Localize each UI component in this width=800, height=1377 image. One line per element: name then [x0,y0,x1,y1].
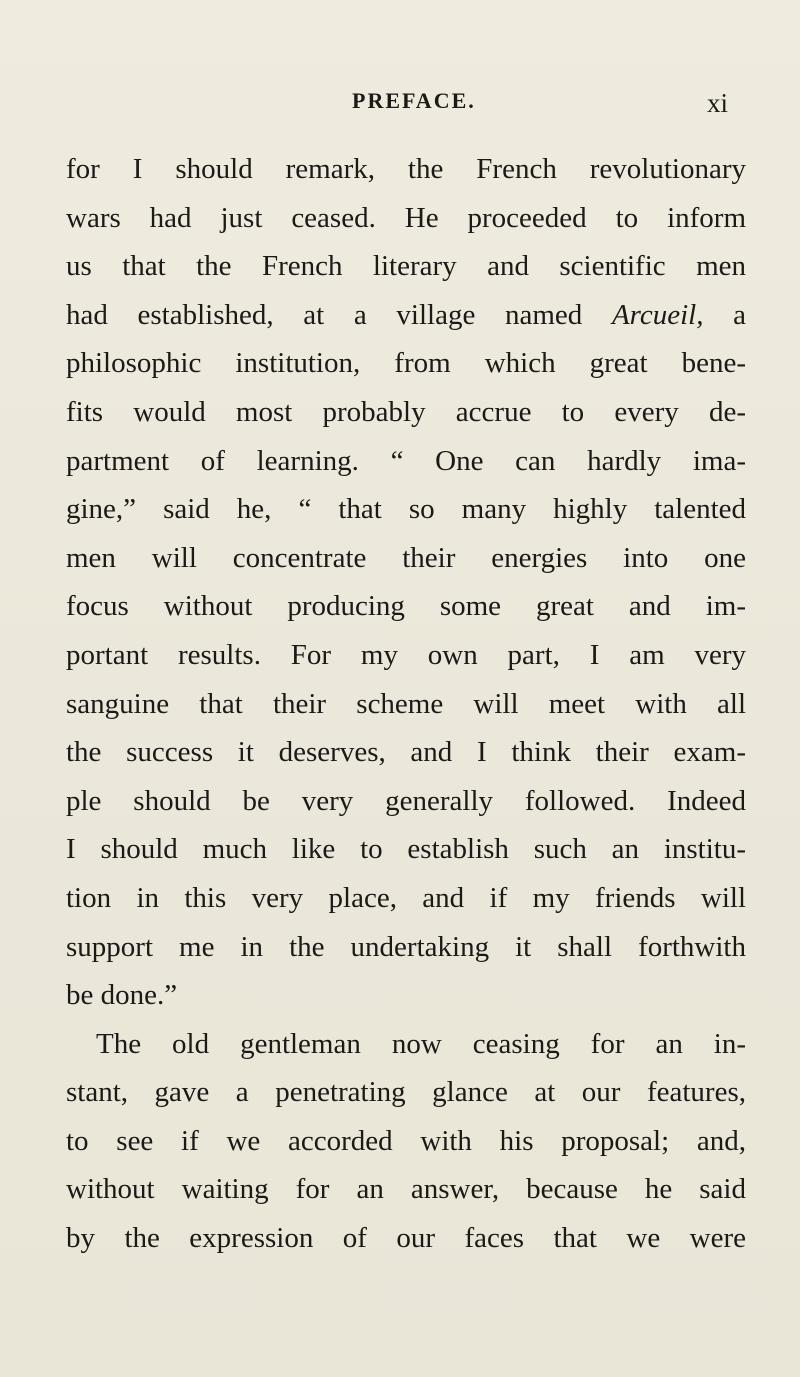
text-line: fits would most probably accrue to every de- [66,395,746,428]
text-line: philosophic institution, from which great bene- [66,347,746,380]
text-line: the success it deserves, and I think their exam- [66,736,746,769]
text-line [66,291,746,340]
text-line: men will concentrate their energies into one [66,541,746,574]
text-line: I should much like to establish such an institu- [66,833,746,866]
text-line: for I should remark, the French revolutionary [66,153,746,185]
text-span: a [703,298,746,331]
page-number: xi [707,88,729,118]
text-line: support me in the undertaking it shall forthwith [66,930,746,963]
text-line: by the expression of our faces that we were [66,1222,746,1255]
text-line: tion in this very place, and if my friends will [66,881,746,914]
text-line: partment of learning. “ One can hardly ima- [66,444,746,477]
text-line: ple should be very generally followed. Indeed [66,784,746,817]
text-line: gine,” said he, “ that so many highly talented [66,493,746,526]
text-line: be done.” [66,979,178,1012]
text-line: to see if we accorded with his proposal; and, [66,1124,746,1157]
text-line: wars had just ceased. He proceeded to inform [66,201,746,234]
text-line: The old gentleman now ceasing for an in- [96,1027,746,1060]
body-text [66,145,746,1263]
text-line: focus without producing some great and im- [66,590,746,623]
text-line: us that the French literary and scientific men [66,250,746,283]
text-line: sanguine that their scheme will meet with all [66,687,746,720]
text-line: portant results. For my own part, I am very [66,638,746,671]
text-line: without waiting for an answer, because he said [66,1173,746,1206]
place-name-italic: Arcueil, [611,298,704,331]
running-head [0,88,800,128]
text-line: stant, gave a penetrating glance at our features, [66,1076,746,1109]
text-span: had established, at a village named [66,298,612,331]
running-head-title: PREFACE. [352,88,476,113]
